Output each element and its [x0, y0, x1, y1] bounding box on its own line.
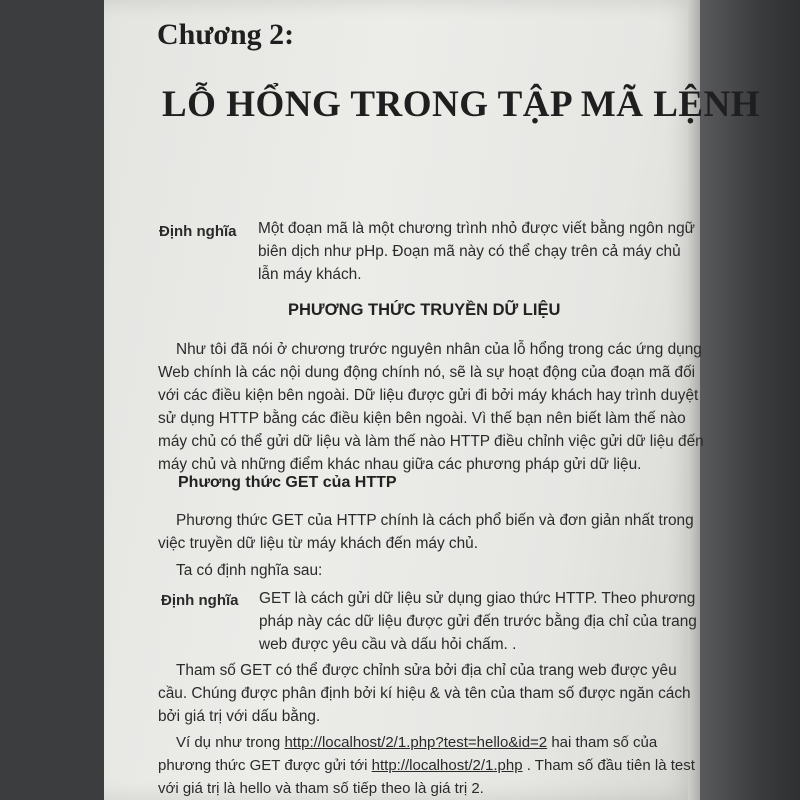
definition-text-line: web được yêu cầu và dấu hỏi chấm. .	[259, 636, 517, 653]
paragraph-line: việc truyền dữ liệu từ máy khách đến máy chủ.	[158, 535, 479, 552]
example-url-link[interactable]: http://localhost/2/1.php	[371, 757, 523, 774]
paragraph-line: Tham số GET có thể được chỉnh sửa bởi địa chỉ của trang web được yêu	[176, 662, 677, 679]
paragraph-line: máy chủ và những điểm khác nhau giữa các phương pháp gửi dữ liệu.	[158, 456, 642, 473]
paragraph-line: Như tôi đã nói ở chương trước nguyên nhân của lỗ hổng trong các ứng dụng	[176, 341, 702, 358]
example-line	[176, 734, 657, 751]
definition-text-line: Một đoạn mã là một chương trình nhỏ được viết bằng ngôn ngữ	[258, 220, 695, 237]
definition-text-line: lẫn máy khách.	[258, 266, 362, 283]
definition-label: Định nghĩa	[161, 592, 239, 609]
definition-text-line: pháp này các dữ liệu được gửi đến trước bằng địa chỉ của trang	[259, 613, 697, 630]
example-url-link[interactable]: http://localhost/2/1.php?test=hello&id=2	[284, 734, 548, 751]
section-heading: PHƯƠNG THỨC TRUYỀN DỮ LIỆU	[288, 301, 561, 319]
definition-text-line: GET là cách gửi dữ liệu sử dụng giao thức HTTP. Theo phương	[259, 590, 696, 607]
example-text: phương thức GET được gửi tới	[158, 757, 372, 774]
definition-label: Định nghĩa	[159, 223, 237, 240]
example-line	[158, 757, 695, 774]
paragraph-line: Phương thức GET của HTTP chính là cách phổ biến và đơn giản nhất trong	[176, 512, 694, 529]
chapter-label: Chương 2:	[157, 18, 295, 51]
sub-heading: Phương thức GET của HTTP	[178, 474, 397, 491]
intro-line: Ta có định nghĩa sau:	[176, 562, 323, 579]
example-text: hai tham số của	[547, 734, 658, 751]
example-text: . Tham số đầu tiên là test	[522, 757, 695, 774]
paragraph-line: sử dụng HTTP bằng các điều kiện bên ngoài. Vì thế bạn nên biết làm thế nào	[158, 410, 686, 427]
example-line: với giá trị là hello và tham số tiếp theo là giá trị 2.	[158, 780, 484, 797]
paragraph-line: cầu. Chúng được phân định bởi kí hiệu & và tên của tham số được ngăn cách	[158, 685, 691, 702]
paragraph-line: Web chính là các nội dung động chính nó, sẽ là sự hoạt động của đoạn mã đối	[158, 364, 696, 381]
chapter-title: LỖ HỔNG TRONG TẬP MÃ LỆNH	[162, 84, 761, 125]
paragraph-line: máy chủ có thể gửi dữ liệu và làm thế nào HTTP điều chỉnh việc gửi dữ liệu đến	[158, 433, 704, 450]
definition-text-line: biên dịch như pHp. Đoạn mã này có thể chạy trên cả máy chủ	[258, 243, 681, 260]
paragraph-line: với các điều kiện bên ngoài. Dữ liệu được gửi đi bởi máy khách hay trình duyệt	[158, 387, 699, 404]
paragraph-line: bởi giá trị với dấu bằng.	[158, 708, 321, 725]
example-text: Ví dụ như trong	[176, 734, 285, 751]
